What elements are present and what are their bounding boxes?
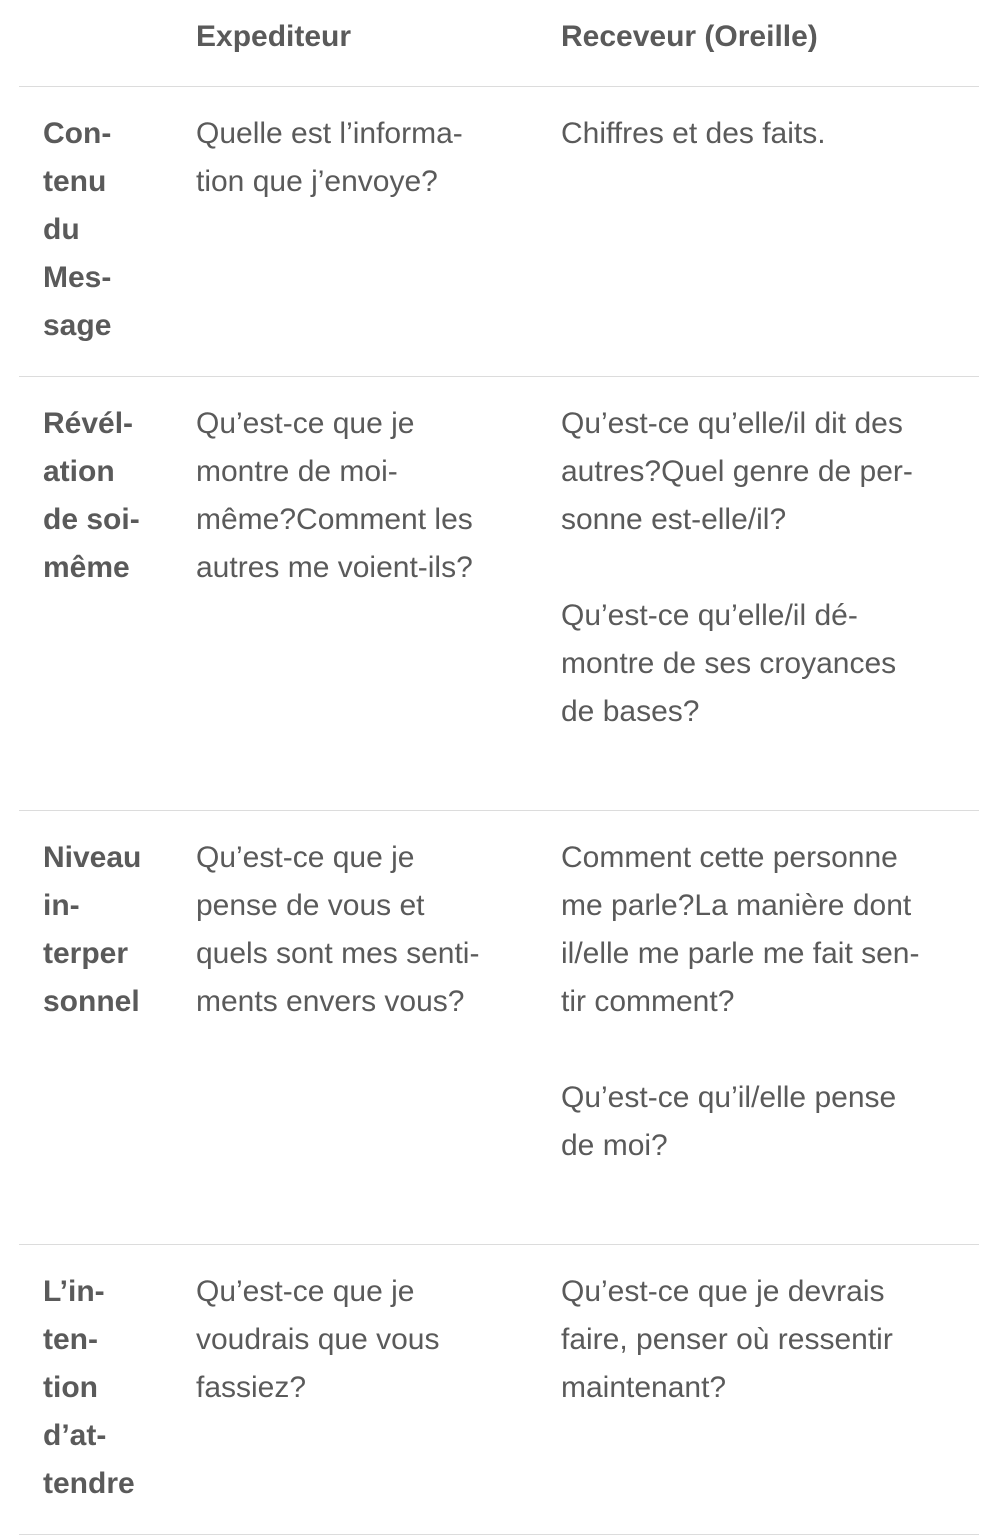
row-label-contenu: Con- tenu du Mes- sage (43, 117, 112, 342)
header-divider (19, 86, 979, 87)
row-sender-contenu: Quelle est l’informa- tion que j’envoye? (196, 117, 463, 198)
row-sender-revelation: Qu’est-ce que je montre de moi- même?Comment les autres me voient-ils? (196, 407, 473, 584)
row-sender-interpersonnel: Qu’est-ce que je pense de vous et quels sont mes senti- ments envers vous? (196, 841, 480, 1018)
header-receiver: Receveur (Oreille) (561, 20, 818, 53)
row-divider (19, 810, 979, 811)
row-label-interpersonnel: Niveau in- terper sonnel (43, 841, 142, 1018)
table-bottom-rule (19, 1534, 979, 1535)
row-label-intention: L’in- ten- tion d’at- tendre (43, 1275, 135, 1500)
row-receiver-revelation: Qu’est-ce qu’elle/il dit des autres?Quel genre de per- sonne est-elle/il? Qu’est-ce qu’elle/il dé- montre de ses croyances de bases? (561, 407, 913, 728)
row-sender-intention: Qu’est-ce que je voudrais que vous fassiez? (196, 1275, 440, 1404)
row-divider (19, 376, 979, 377)
row-label-revelation: Révél- ation de soi- même (43, 407, 140, 584)
row-receiver-contenu: Chiffres et des faits. (561, 117, 826, 150)
row-receiver-interpersonnel: Comment cette personne me parle?La manière dont il/elle me parle me fait sen- tir comment? Qu’est-ce qu’il/elle pense de moi? (561, 841, 920, 1162)
row-receiver-intention: Qu’est-ce que je devrais faire, penser où ressentir maintenant? (561, 1275, 893, 1404)
header-sender: Expediteur (196, 20, 352, 53)
row-divider (19, 1244, 979, 1245)
